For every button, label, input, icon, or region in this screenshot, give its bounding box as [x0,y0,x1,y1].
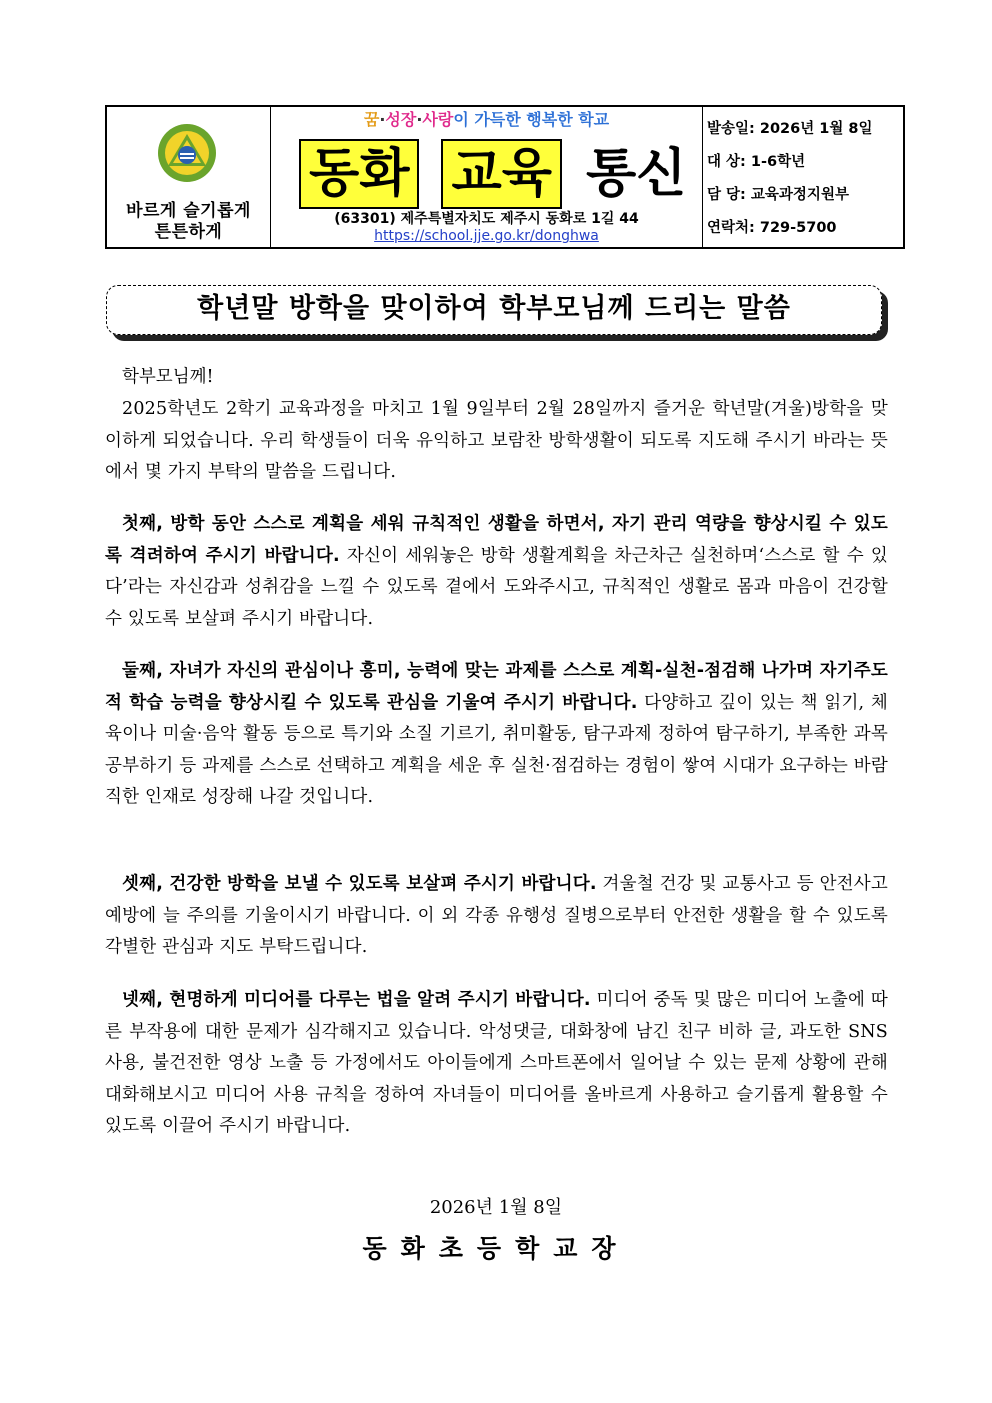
greeting: 학부모님께! [122,367,214,387]
slogan-word-love: 사랑 [422,110,454,129]
slogan-separator: · [416,110,423,129]
school-emblem-cell [107,107,271,247]
headline: 학년말 방학을 맞이하여 학부모님께 드리는 말씀 [106,285,882,335]
slogan-word-dream: 꿈 [363,110,380,129]
info-department: 담 당: 교육과정지원부 [707,187,849,203]
info-send-date: 발송일: 2026년 1월 8일 [707,121,873,137]
slogan-word-growth: 성장 [385,110,417,129]
slogan-separator: · [379,110,386,129]
school-slogan [271,109,702,131]
point-4-text: 미디어 중독 및 많은 미디어 노출에 따른 부작용에 대한 문제가 심각해지고 있습니다. 악성댓글, 대화창에 남긴 친구 비하 글, 과도한 SNS 사용, 불건전한 영상 노출 등 가정에서도 아이들에게 스마트폰에서 일어날 수 있는 문제 상황에 관해 대화해보시고 미디어 사용 규칙을 정하여 자녀들이 미디어를 올바르게 사용하고 슬기롭게 활용할 수 있도록 이끌어 주시기 바랍니다. [105,990,888,1136]
point-1-paragraph [105,509,888,635]
school-address: (63301) 제주특별자치도 제주시 동화로 1길 44 [334,211,639,227]
point-3-bold: 셋째, 건강한 방학을 보낼 수 있도록 보살펴 주시기 바랍니다. [122,874,597,894]
school-emblem-icon [157,123,217,183]
signer-principal: 동화초등학교장 [362,1234,630,1263]
slogan-rest: 이 가득한 행복한 학교 [453,110,610,129]
point-4-bold: 넷째, 현명하게 미디어를 다루는 법을 알려 주시기 바랍니다. [122,990,591,1010]
point-3-paragraph [105,869,888,964]
info-cell [703,107,903,247]
point-2-text: 다양하고 깊이 있는 책 읽기, 체육이나 미술·음악 활동 등으로 특기와 소질 기르기, 취미활동, 탐구과제 정하여 탐구하기, 부족한 과목 공부하기 등 과제를 스스로 선택하고 계획을 세운 후 실천·점검하는 경험이 쌓여 시대가 요구하는 바람직한 인재로 성장해 나갈 것입니다. [105,692,888,807]
point-2-bold: 둘째, 자녀가 자신의 관심이나 흥미, 능력에 맞는 과제를 스스로 계획-실천-점검해 나가며 자기주도적 학습 능력을 향상시킬 수 있도록 관심을 기울여 주시기 바랍니다. [105,661,888,713]
title-cell [271,107,703,247]
point-2-paragraph [105,656,888,814]
title-word-newsletter: 통신 [585,144,687,204]
point-3-text: 겨울철 건강 및 교통사고 등 안전사고 예방에 늘 주의를 기울이시기 바랍니다. 이 외 각종 유행성 질병으로부터 안전한 생활을 할 수 있도록 각별한 관심과 지도 부탁드립니다. [105,874,888,957]
point-4-paragraph [105,985,888,1143]
motto-line-2: 튼튼하게 [154,222,223,242]
newsletter-header [105,105,905,249]
intro-paragraph: 2025학년도 2학기 교육과정을 마치고 1월 9일부터 2월 28일까지 즐거운 학년말(겨울)방학을 맞이하게 되었습니다. 우리 학생들이 더욱 유익하고 보람찬 방학생활이 되도록 지도해 주시기 바라는 뜻에서 몇 가지 부탁의 말씀을 드립니다. [105,399,888,482]
school-motto [107,201,270,243]
point-1-text: 자신이 세워놓은 방학 생활계획을 차근차근 실천하며‘스스로 할 수 있다’라는 자신감과 성취감을 느낄 수 있도록 곁에서 도와주시고, 규칙적인 생활로 몸과 마음이 건강할 수 있도록 보살펴 주시기 바랍니다. [105,545,888,629]
point-1-bold: 첫째, 방학 동안 스스로 계획을 세워 규칙적인 생활을 하면서, 자기 관리 역량을 향상시킬 수 있도록 격려하여 주시기 바랍니다. [105,514,888,566]
motto-line-1: 바르게 슬기롭게 [126,201,251,221]
letter-date: 2026년 1월 8일 [429,1197,563,1218]
school-website-link[interactable]: https://school.jje.go.kr/donghwa [374,228,599,244]
info-audience: 대 상: 1-6학년 [707,154,806,170]
title-word-donghwa: 동화 [299,139,419,209]
title-word-education: 교육 [441,139,561,209]
newsletter-title [299,137,694,211]
info-contact: 연락처: 729-5700 [707,220,837,236]
